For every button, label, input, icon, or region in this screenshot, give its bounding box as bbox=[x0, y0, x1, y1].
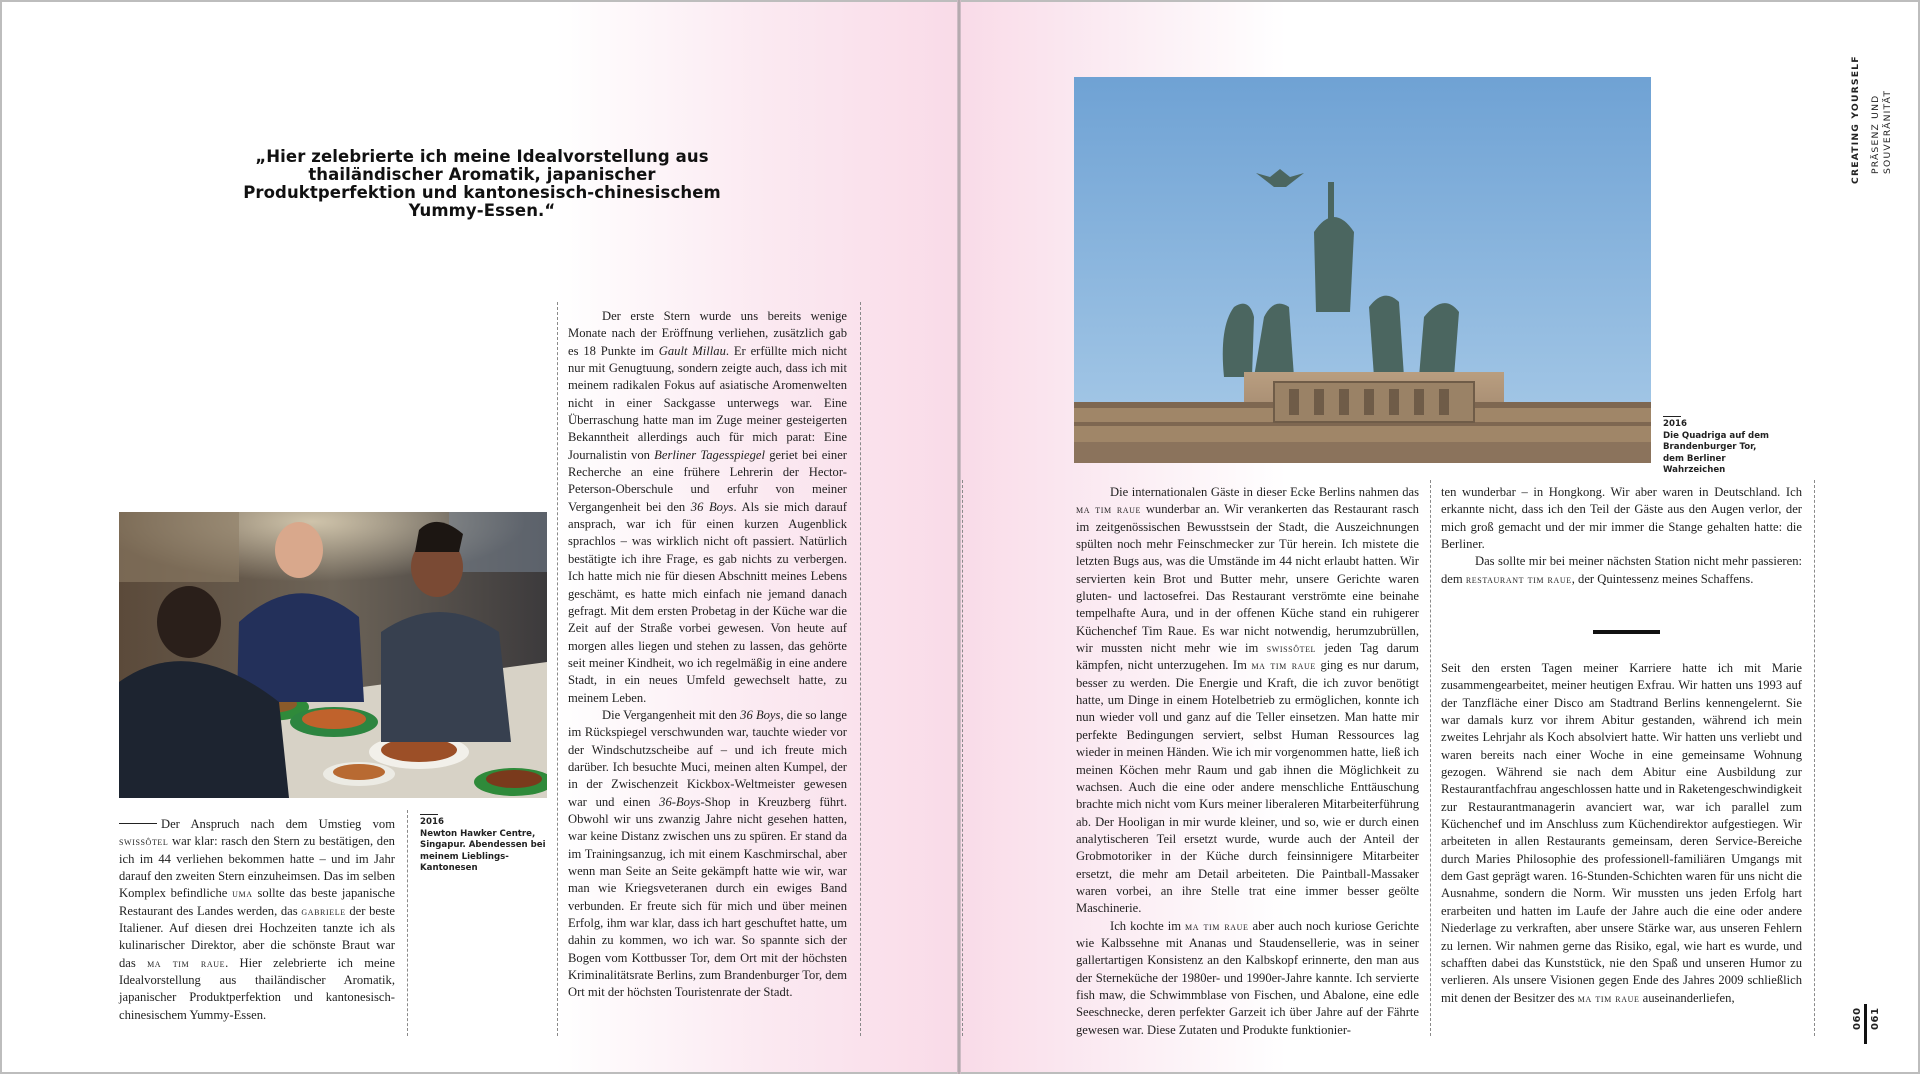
hawker-caption-text: Newton Hawker Centre, Singapur. Abendessen bei meinem Lieblings-Kantonesen bbox=[420, 829, 546, 873]
paragraph: ten wunderbar – in Hongkong. Wir aber waren in Deutschland. Ich erkannte nicht, dass ich den Teil der Gäste aus den Augen verlor, der mich groß gemacht und der mir immer die Stange gehalten hatte: die Berliner. bbox=[1441, 485, 1802, 552]
paragraph: Das sollte mir bei meiner nächsten Station nicht mehr passieren: dem restaurant tim raue, der Quintessenz meines Schaffens. bbox=[1441, 554, 1802, 586]
column-divider bbox=[962, 480, 963, 1036]
paragraph: Seit den ersten Tagen meiner Karriere hatte ich mit Marie zusammengearbeitet, meiner heutigen Exfrau. Wir hatten uns 1993 auf der Tanzfläche einer Disco am Stadtrand Berlins kennengelernt. Sie war damals kurz vor ihrem Abitur gestanden, während ich mein zweites Lehrjahr als Koch absolviert hatte. Wir hatten uns verliebt und waren bereits nach einer Woche in eine gemeinsame Wohnung gezogen. Während sie nach dem Abitur eine Ausbildung zur Restaurantfachfrau angeschlossen hatte und in Raketengeschwindigkeit zur Restaurantmanagerin avanciert war, war ich parallel zum Küchenchef und im Anschluss zum Küchendirektor aufgestiegen. Wir arbeiteten in allen Restaurants gemeinsam, deren Service-Bereiche durch Maries Philosophie des professionell-familiären Umgangs mit dem Gast geprägt waren. 16-Stunden-Schichten waren für uns nicht die Ausnahme, sondern die Norm. Wir mussten uns jeden Erfolg hart erarbeiten und hatten im Laufe der Jahre auch die eine oder andere Niederlage zu verkraften, aber unsere Stärke war, aus unseren Fehlern zu lernen. Wir nahmen gerne das Risiko, egal, wie hart es wurde, und schafften dabei das Kunststück, nie den Spaß und unseren Humor zu verlieren. Als unsere Visionen gegen Ende des Jahres 2009 schließlich mit denen der Besitzer des ma tim raue auseinanderliefen, bbox=[1441, 661, 1802, 1005]
column-divider bbox=[407, 810, 408, 1036]
page-number-left: 060 bbox=[1852, 1007, 1863, 1030]
left-column-2 bbox=[568, 308, 847, 1002]
running-head-line-1: CREATING YOURSELF bbox=[1850, 55, 1861, 184]
caption-rule bbox=[1663, 416, 1681, 417]
running-head-line-2: PRÄSENZ UND bbox=[1870, 94, 1881, 174]
hawker-caption-year: 2016 bbox=[420, 817, 444, 827]
quadriga-image bbox=[1074, 77, 1651, 463]
folio-bar bbox=[1864, 1004, 1867, 1044]
pull-quote: „Hier zelebrierte ich meine Idealvorstellung aus thailändischer Aromatik, japanischer Produktperfektion und kantonesisch-chinesischem Yummy-Essen.“ bbox=[243, 147, 721, 220]
section-divider-rule bbox=[1593, 630, 1660, 634]
page-numbers bbox=[1854, 1004, 1894, 1044]
column-divider bbox=[557, 302, 558, 1036]
left-page bbox=[2, 2, 957, 1072]
running-head bbox=[1848, 55, 1908, 198]
right-page bbox=[961, 2, 1918, 1072]
column-divider bbox=[1814, 480, 1815, 1036]
hawker-caption bbox=[420, 814, 546, 874]
paragraph: Die internationalen Gäste in dieser Ecke Berlins nahmen das ma tim raue wunderbar an. Wir verankerten das Restaurant rasch im zeitgenössischen Bewusstsein der Stadt, die Auszeichnungen spülten noch mehr Feinschmecker zur Tür herein. Ich mistete die letzten Bugs aus, was die Umstände im 44 nicht erlaubt hatten. Wir servierten kein Brot und Butter mehr, unsere Gerichte waren gluten- und lactosefrei. Das Restaurant verströmte eine beinahe tempelhafte Aura, und in der offenen Küche stand ein ruhigerer Küchenchef Tim Raue. Es war nicht notwendig, herumzubrüllen, wir mussten nicht mehr wie im swissôtel jeden Tag darum kämpfen, nicht unterzugehen. Im ma tim raue ging es nur darum, besser zu werden. Die Energie und Kraft, die ich zuvor benötigt hatte, um Dinge in einem Hotelbetrieb zu ermöglichen, konnte ich nun wieder voll und ganz auf die Teller einsetzen. Man hatte mir perfekte Bedingungen serviert, selbst Human Ressources lag wieder in meinen Händen. Wie ich mir vorgenommen hatte, ließ ich meinen Köchen mehr Raum und gab ihnen die Möglichkeit zu wachsen. Auch die eine oder andere menschliche Enttäuschung brachte mich nicht vom Kurs meiner liberaleren Mitarbeiterführung ab. Der Hooligan in mir wurde kleiner, und so, wie er durch einen analytischeren Teil ersetzt wurde, wurde auch der Anteil der Grobmotoriker in der Küche durch feinsinnigere Mitarbeiter ersetzt, die mehr am Detail arbeiteten. Die Paintball-Massaker waren vorbei, an ihre Stelle trat eine immer besser geölte Maschinerie. bbox=[1076, 485, 1420, 916]
running-head-line-3: SOUVERÄNITÄT bbox=[1882, 89, 1893, 174]
page-number-right: 061 bbox=[1870, 1007, 1881, 1030]
paragraph: Die Vergangenheit mit den 36 Boys, die so lange im Rückspiegel verschwunden war, tauchte wieder vor der Windschutzscheibe auf – und ich freute mich darüber. Ich besuchte Muci, meinen alten Kumpel, der in der Zwischenzeit Kickbox-Weltmeister gewesen war und einen 36-Boys-Shop in Kreuzberg führt. Obwohl wir uns zwanzig Jahre nicht gesehen hatten, war keine Distanz zwischen uns zu spüren. Er stand da im Trainingsanzug, ich mit einem Kaschmirschal, aber wenn man Seite an Seite gekämpft hatte wie wir, war man wie Kriegsveteranen durch ein ewiges Band verbunden. Er freute sich für mich und über meinen Erfolg, ihm war klar, dass ich hart geschuftet hatte, um dahin zu kommen, wo ich war. So spannte sich der Bogen vom Kottbusser Tor, dem Ort mit der höchsten Kriminalitätsrate Berlins, zum Brandenburger Tor, dem Ort mit der höchsten Touristenrate der Stadt. bbox=[568, 707, 847, 1000]
paragraph: Der erste Stern wurde uns bereits wenige Monate nach der Eröffnung verliehen, zusätzlich gab es 18 Punkte im Gault Millau. Er erfüllte mich nicht nur mit Genugtuung, sondern zeigte auch, dass ich mit meinem radikalen Fokus auf asiatische Aromenwelten nicht in einer Sackgasse unterwegs war. Eine Überraschung hatte man im Zuge meiner gesteigerten Bekanntheit allerdings auch für mich parat: Eine Journalistin von Berliner Tagesspiegel geriet bei einer Recherche an eine frühere Lehrerin der Hector-Peterson-Oberschule und erfuhr von meiner Vergangenheit bei den 36 Boys. Als sie mich darauf ansprach, war ich für einen kurzen Augenblick sprachlos – was wirklich nicht oft passiert. Natürlich bestätigte ich ihre Frage, es gab nichts zu verbergen. Ich hatte mich nie für diesen Abschnitt meines Lebens geschämt, es hatte mich einfach nie jemand danach gefragt. Mit dem ersten Probetag in der Küche war die Zeit auf der Straße vorbei gewesen. Von heute auf morgen alles liegen und stehen zu lassen, das gehörte seit meiner Kindheit, wo ich regelmäßig in eine andere Stadt, in ein neues Umfeld gewechselt hatte, zu meinem Leben. bbox=[568, 309, 848, 705]
hawker-centre-photo bbox=[119, 512, 547, 798]
paragraph: Ich kochte im ma tim raue aber auch noch kuriose Gerichte wie Kalbssehne mit Ananas und Staudensellerie, was in seiner gallertartigen Konsistenz an den Kalbskopf erinnerte, den man aus der Sterneküche der 1980er- und 1990er-Jahre kannte. Ich servierte fish maw, die Schwimmblase von Fischen, und Abalone, eine edle Seeschnecke, deren perfekter Garzeit ich über Jahre auf der Fährte gewesen war. Diese Zutaten und Produkte funktionier- bbox=[1076, 918, 1419, 1037]
right-column-2 bbox=[1441, 484, 1802, 588]
lead-rule bbox=[119, 823, 157, 824]
right-column-1 bbox=[1076, 484, 1419, 1039]
right-column-2-lower bbox=[1441, 660, 1802, 1007]
quadriga-caption-year: 2016 bbox=[1663, 419, 1687, 429]
caption-rule bbox=[420, 814, 438, 815]
hawker-centre-image bbox=[119, 512, 547, 798]
column-divider bbox=[1430, 480, 1431, 1036]
left-column-1 bbox=[119, 816, 395, 1024]
column-divider bbox=[860, 302, 861, 1036]
quadriga-caption bbox=[1663, 416, 1773, 476]
quadriga-photo bbox=[1074, 77, 1651, 463]
quadriga-caption-text: Die Quadriga auf dem Brandenburger Tor, dem Berliner Wahrzeichen bbox=[1663, 431, 1769, 475]
paragraph: Der Anspruch nach dem Umstieg vom swissôtel war klar: rasch den Stern zu bestätigen, den ich im 44 verliehen bekommen hatte – und im Jahr darauf den zweiten Stern einzuheimsen. Das im selben Komplex befindliche uma sollte das beste japanische Restaurant des Landes werden, das gabriele der beste Italiener. Auf diesen drei Hochzeiten tanzte ich als kulinarischer Direktor, aber die schönste Braut war das ma tim raue. Hier zelebrierte ich meine Idealvorstellung aus thailändischer Aromatik, japanischer Produktperfektion und kantonesisch-chinesischem Yummy-Essen. bbox=[119, 817, 396, 1022]
